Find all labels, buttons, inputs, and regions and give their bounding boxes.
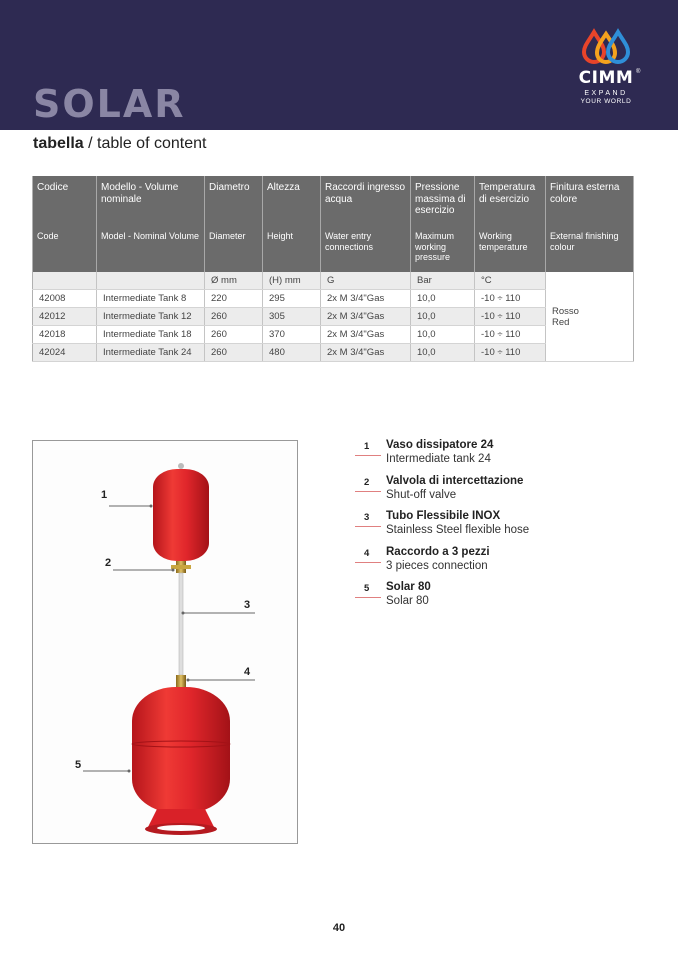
section-subtitle <box>33 135 206 153</box>
table-cell: Intermediate Tank 18 <box>97 326 205 344</box>
callout-label: 2 <box>105 557 112 569</box>
legend-number: 4 <box>364 547 370 559</box>
tank-assembly-illustration <box>33 441 297 843</box>
callout-label: 3 <box>244 599 251 611</box>
legend-item <box>355 438 655 474</box>
cimm-logo <box>576 28 650 108</box>
table-cell: -10 ÷ 110 <box>475 290 546 308</box>
table-cell: G <box>321 272 411 290</box>
legend-rule <box>355 491 381 492</box>
table-cell: 295 <box>263 290 321 308</box>
table-cell: Intermediate Tank 8 <box>97 290 205 308</box>
th-en: Maximum working pressure <box>411 225 475 272</box>
legend-number: 1 <box>364 441 370 452</box>
legend-number: 2 <box>364 476 370 488</box>
th-en: Code <box>33 225 97 272</box>
table-row <box>33 290 634 308</box>
callout-label: 4 <box>244 666 251 678</box>
callout-label: 1 <box>101 489 108 501</box>
legend-rule <box>355 455 381 456</box>
logo-tagline-1: EXPAND <box>584 90 628 97</box>
three-piece-connection <box>176 675 186 689</box>
callout-label: 5 <box>75 759 82 771</box>
table-cell: 305 <box>263 308 321 326</box>
flexible-hose <box>179 573 183 675</box>
table-cell: 220 <box>205 290 263 308</box>
table-cell: Intermediate Tank 12 <box>97 308 205 326</box>
drop-logo-icon <box>576 28 636 68</box>
table-cell: -10 ÷ 110 <box>475 344 546 362</box>
legend-rule <box>355 597 381 598</box>
table-row <box>33 344 634 362</box>
table-cell: 480 <box>263 344 321 362</box>
legend-en: 3 pieces connection <box>386 559 488 572</box>
table-cell: 260 <box>205 344 263 362</box>
spec-table <box>32 176 634 362</box>
table-cell: 10,0 <box>411 344 475 362</box>
th-en: External finishing colour <box>546 225 634 272</box>
tank-solar-80 <box>132 687 230 813</box>
tank-24 <box>153 469 209 561</box>
subtitle-bold: tabella <box>33 135 84 152</box>
legend-rule <box>355 526 381 527</box>
tank-24-top-fitting <box>178 463 184 469</box>
table-cell: 2x M 3/4"Gas <box>321 326 411 344</box>
units-row <box>33 272 634 290</box>
th-it: Finitura esterna colore <box>546 176 634 225</box>
table-cell: (H) mm <box>263 272 321 290</box>
legend-en: Solar 80 <box>386 595 429 607</box>
table-cell: 2x M 3/4"Gas <box>321 308 411 326</box>
table-cell: 10,0 <box>411 326 475 344</box>
legend-item <box>355 545 655 581</box>
logo-tagline-2: YOUR WORLD <box>580 98 632 105</box>
product-figure <box>32 440 298 844</box>
colour-en: Red <box>552 316 570 328</box>
table-cell: 42008 <box>33 290 97 308</box>
header-band <box>0 0 678 130</box>
th-en: Diameter <box>205 225 263 272</box>
legend-en: Stainless Steel flexible hose <box>386 524 530 536</box>
legend-rule <box>355 562 381 563</box>
th-it: Codice <box>33 176 97 225</box>
logo-brand: CIMM <box>578 68 634 88</box>
th-it: Diametro <box>205 176 263 225</box>
th-it: Pressione massima di esercizio <box>411 176 475 225</box>
table-cell: 42012 <box>33 308 97 326</box>
legend-it: Tubo Flessibile INOX <box>386 510 501 522</box>
table-row <box>33 326 634 344</box>
table-cell: °C <box>475 272 546 290</box>
table-cell: -10 ÷ 110 <box>475 326 546 344</box>
legend-it: Solar 80 <box>386 581 431 593</box>
legend-item <box>355 580 655 616</box>
table-cell <box>97 272 205 290</box>
legend-item <box>355 509 655 545</box>
valve-handle <box>171 565 191 569</box>
table-cell: 2x M 3/4"Gas <box>321 344 411 362</box>
legend-item <box>355 474 655 510</box>
th-en: Model - Nominal Volume <box>97 225 205 272</box>
legend-it: Vaso dissipatore 24 <box>386 439 494 451</box>
table-cell: 10,0 <box>411 308 475 326</box>
table-cell: Intermediate Tank 24 <box>97 344 205 362</box>
header-row-en <box>33 225 634 272</box>
page-title: SOLAR <box>33 82 186 126</box>
th-en: Working temperature <box>475 225 546 272</box>
legend-en: Shut-off valve <box>386 488 457 501</box>
th-it: Modello - Volume nominale <box>97 176 205 225</box>
subtitle-rest: / table of content <box>83 135 207 152</box>
table-cell: 260 <box>205 308 263 326</box>
th-it: Altezza <box>263 176 321 225</box>
parts-legend <box>355 438 655 616</box>
table-cell: 2x M 3/4"Gas <box>321 290 411 308</box>
table-cell: -10 ÷ 110 <box>475 308 546 326</box>
table-cell: 370 <box>263 326 321 344</box>
header-row-it <box>33 176 634 225</box>
colour-it: Rosso <box>552 305 579 317</box>
legend-number: 3 <box>364 512 370 523</box>
table-row <box>33 308 634 326</box>
colour-cell <box>546 272 634 362</box>
page-number: 40 <box>332 922 346 934</box>
table-cell: Ø mm <box>205 272 263 290</box>
table-cell: 10,0 <box>411 290 475 308</box>
table-cell <box>33 272 97 290</box>
th-en: Height <box>263 225 321 272</box>
table-cell: 42024 <box>33 344 97 362</box>
logo-registered: ® <box>636 69 641 75</box>
legend-it: Valvola di intercettazione <box>386 474 524 487</box>
table-cell: Bar <box>411 272 475 290</box>
th-it: Temperatura di esercizio <box>475 176 546 225</box>
th-en: Water entry connections <box>321 225 411 272</box>
legend-en: Intermediate tank 24 <box>386 453 491 465</box>
legend-number: 5 <box>364 583 370 594</box>
table-cell: 42018 <box>33 326 97 344</box>
table-cell: 260 <box>205 326 263 344</box>
th-it: Raccordi ingresso acqua <box>321 176 411 225</box>
legend-it: Raccordo a 3 pezzi <box>386 545 490 558</box>
